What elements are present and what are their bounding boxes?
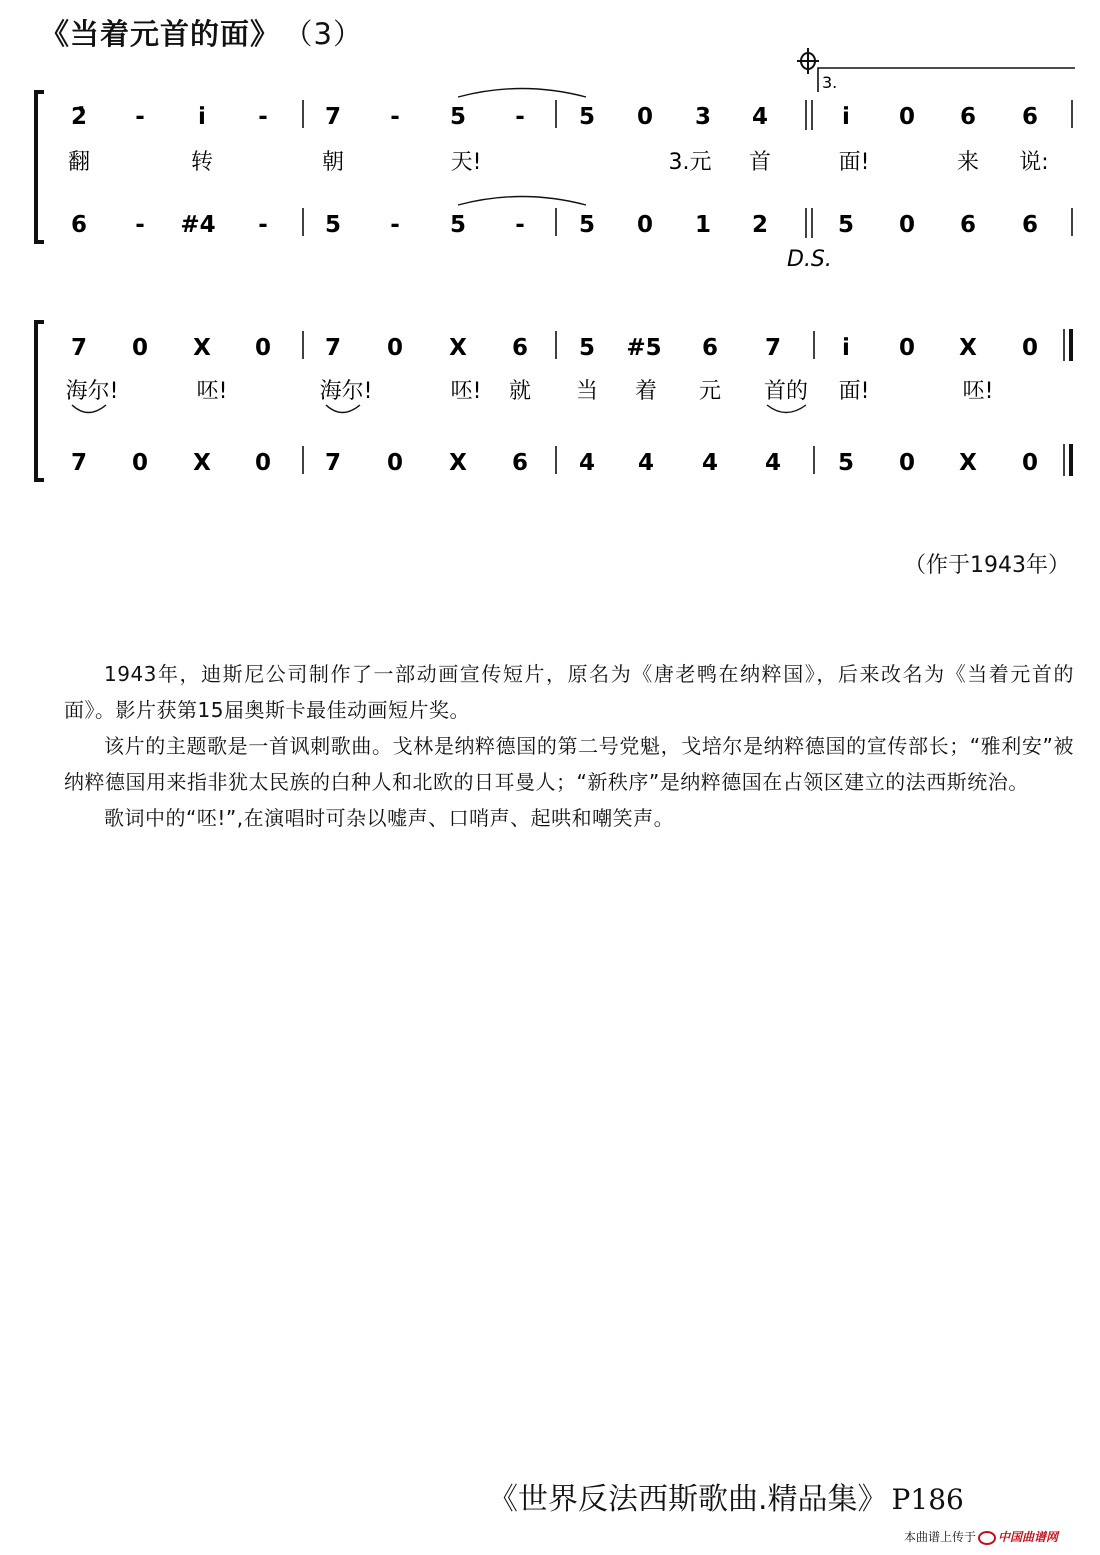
- note: 5: [449, 212, 467, 238]
- uploaded-label: 本曲谱上传于: [904, 1530, 977, 1544]
- lyric: 元: [698, 379, 722, 404]
- system2-lyrics: [66, 379, 994, 404]
- note: -: [258, 104, 268, 130]
- note: -: [390, 104, 400, 130]
- lyric: 首: [748, 150, 772, 175]
- note: 0: [131, 335, 149, 361]
- lyric: 海尔!: [319, 379, 373, 404]
- composition-date: （作于1943年）: [904, 553, 1070, 578]
- note-paragraph: 1943年，迪斯尼公司制作了一部动画宣传短片，原名为《唐老鸭在纳粹国》，后来改名为《当着元首的面》。影片获第15届奥斯卡最佳动画短片奖。: [64, 662, 1074, 722]
- lyric: 当: [575, 379, 599, 404]
- note: 4: [751, 104, 769, 130]
- note: 7: [324, 335, 342, 361]
- note: 4: [701, 450, 719, 476]
- note: 6: [1021, 212, 1039, 238]
- note: 1: [694, 212, 712, 238]
- footer-watermark: [904, 1528, 1058, 1545]
- system2-bracket: [36, 322, 44, 480]
- music-score: [0, 0, 1100, 520]
- note: 0: [254, 450, 272, 476]
- system1-lower-notes: [71, 212, 1038, 238]
- lyric-slurs: [72, 405, 806, 413]
- note: 6: [70, 212, 88, 238]
- note: 5: [578, 212, 596, 238]
- system2-lower-notes: [71, 450, 1038, 476]
- note: 6: [959, 104, 977, 130]
- lyric: 呸!: [450, 379, 482, 404]
- lyric: 说:: [1019, 150, 1049, 175]
- note-paragraph: 该片的主题歌是一首讽刺歌曲。戈林是纳粹德国的第二号党魁，戈培尔是纳粹德国的宣传部长；“雅利安”被纳粹德国用来指非犹太民族的白种人和北欧的日耳曼人；“新秩序”是纳粹德国在占领区建立的法西斯统治。: [64, 734, 1074, 794]
- lyric: 面!: [838, 150, 870, 175]
- note: 7: [70, 450, 88, 476]
- note: 0: [898, 335, 916, 361]
- note: 0: [386, 450, 404, 476]
- note: 5: [578, 104, 596, 130]
- note: X: [193, 450, 211, 476]
- note: X: [449, 450, 467, 476]
- note: 2: [751, 212, 769, 238]
- note: i̇: [198, 104, 206, 130]
- note: i̇: [842, 335, 850, 361]
- note: 5: [837, 212, 855, 238]
- note: 6: [701, 335, 719, 361]
- note: 4: [578, 450, 596, 476]
- note: 2̇: [70, 104, 88, 130]
- page-number: P186: [891, 1483, 964, 1516]
- lyric: 翻: [67, 150, 91, 175]
- note-paragraph: 歌词中的“呸!”,在演唱时可杂以嘘声、口哨声、起哄和嘲笑声。: [104, 806, 675, 830]
- note: 6: [511, 335, 529, 361]
- note: 5: [449, 104, 467, 130]
- note: 6: [959, 212, 977, 238]
- note: 5: [837, 450, 855, 476]
- part-number: （3）: [298, 17, 363, 51]
- lyric: 来: [956, 150, 980, 175]
- note: 0: [898, 450, 916, 476]
- note: 0: [254, 335, 272, 361]
- note: X: [959, 335, 977, 361]
- note: 4: [637, 450, 655, 476]
- note: 7: [324, 450, 342, 476]
- note: 0: [1021, 450, 1039, 476]
- lyric: 就: [508, 379, 532, 404]
- lyric: 朝: [321, 150, 345, 175]
- note: -: [135, 104, 145, 130]
- site-logo-icon: [978, 1531, 996, 1545]
- notes-section: [64, 656, 1074, 836]
- coda-icon: [797, 48, 819, 74]
- note: 6: [511, 450, 529, 476]
- system2-upper-notes: [71, 335, 1038, 361]
- note: 0: [636, 212, 654, 238]
- system1-upper-notes: [71, 104, 1038, 130]
- lyric: 呸!: [962, 379, 994, 404]
- song-title: 《当着元首的面》: [40, 17, 281, 51]
- system2-barlines: [303, 329, 1071, 476]
- note: X: [959, 450, 977, 476]
- lyric: 天!: [450, 150, 482, 175]
- ending-label: 3.: [822, 73, 838, 92]
- lyric: 首的: [763, 379, 809, 404]
- note: 7: [70, 335, 88, 361]
- note: 0: [636, 104, 654, 130]
- note: #5: [626, 335, 662, 361]
- note: 0: [386, 335, 404, 361]
- source-title: 《世界反法西斯歌曲.精品集》: [488, 1482, 888, 1517]
- note: -: [515, 104, 525, 130]
- note: 5: [324, 212, 342, 238]
- lyric: 海尔!: [65, 379, 119, 404]
- system1-lyrics: [68, 150, 1049, 175]
- note: -: [135, 212, 145, 238]
- note: 0: [898, 104, 916, 130]
- note: -: [515, 212, 525, 238]
- note: 3: [694, 104, 712, 130]
- note: X: [449, 335, 467, 361]
- note: 0: [131, 450, 149, 476]
- system1-bracket: [36, 92, 44, 242]
- note: 7: [324, 104, 342, 130]
- note: 7: [764, 335, 782, 361]
- note: -: [390, 212, 400, 238]
- note: 6: [1021, 104, 1039, 130]
- lyric: 面!: [838, 379, 870, 404]
- note: 4: [764, 450, 782, 476]
- note: 0: [1021, 335, 1039, 361]
- lyric: 3.元: [668, 150, 712, 175]
- ending-bracket: [818, 68, 1075, 92]
- site-name: 中国曲谱网: [998, 1530, 1059, 1544]
- note: 0: [898, 212, 916, 238]
- note: 5: [578, 335, 596, 361]
- note: i̇: [842, 104, 850, 130]
- lyric: 呸!: [196, 379, 228, 404]
- source-citation: [488, 1474, 964, 1518]
- note: -: [258, 212, 268, 238]
- lyric: 着: [634, 379, 658, 404]
- ds-marking: D.S.: [787, 247, 832, 272]
- note: #4: [180, 212, 216, 238]
- lyric: 转: [190, 150, 214, 175]
- note: X: [193, 335, 211, 361]
